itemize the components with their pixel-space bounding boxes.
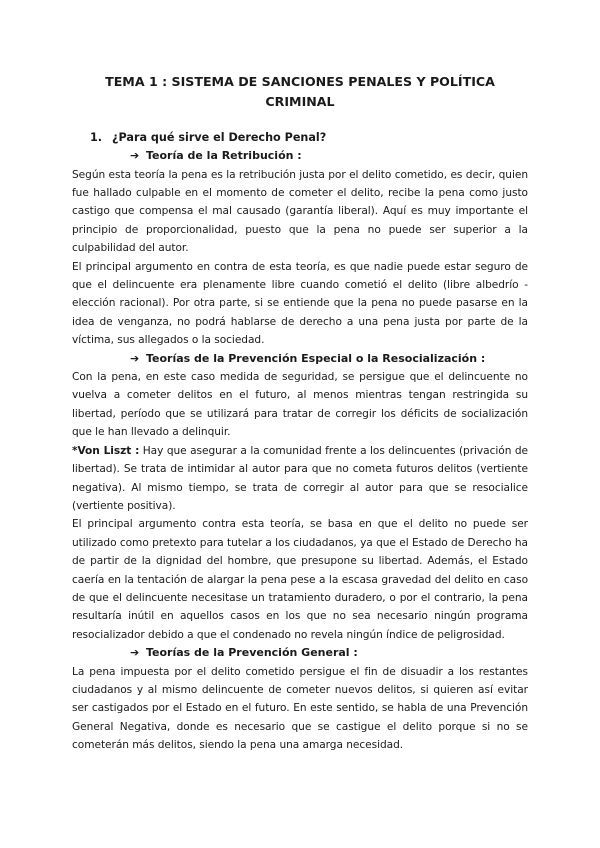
paragraph: Según esta teoría la pena es la retribución justa por el delito cometido, es decir, quien fue hallado culpable en el momento de cometer el delito, recibe la pena como justo castigo que compensa el mal causado (garantía liberal). Aquí es muy importante el principio de proporcionalidad, puesto que la pena no puede ser superior a la culpabilidad del autor. [72, 168, 528, 255]
author-label: *Von Liszt : [72, 444, 140, 457]
section-heading-text: Teorías de la Prevención Especial o la Resocialización : [146, 351, 486, 365]
section-heading-retribucion [72, 147, 528, 166]
arrow-right-icon: ➔ [130, 646, 140, 660]
page-title [72, 72, 528, 112]
section-heading-prevencion-especial [72, 350, 528, 369]
question-text: ¿Para qué sirve el Derecho Penal? [112, 131, 327, 144]
paragraph: El principal argumento contra esta teoría, se basa en que el delito no puede ser utilizado como pretexto para tutelar a los ciudadanos, ya que el Estado de Derecho ha de partir de la dignidad del hombre, que presupone su libertad. Además, el Estado caería en la tentación de alargar la pena pese a la escasa gravedad del delito en caso de que el delincuente necesitase un tratamiento duradero, o por el contrario, la pena resultaría inútil en aquellos casos en los que no sea necesario ningún programa resocializador debido a que el condenado no revela ningún índice de peligrosidad. [72, 518, 528, 641]
section-heading-prevencion-general [72, 644, 528, 663]
paragraph-text: Hay que asegurar a la comunidad frente a los delincuentes (privación de libertad). Se trata de intimidar al autor para que no cometa futuros delitos (vertiente negativa). Al mismo tiempo, se trata de corregir al autor para que se resocialice (vertiente positiva). [72, 444, 528, 512]
paragraph-von-liszt [72, 442, 528, 516]
question-number: 1. [90, 131, 103, 144]
section-heading-text: Teorías de la Prevención General : [146, 646, 358, 660]
arrow-right-icon: ➔ [130, 149, 140, 162]
section-heading-text: Teoría de la Retribución : [146, 149, 302, 162]
arrow-right-icon: ➔ [130, 351, 140, 365]
paragraph: Con la pena, en este caso medida de seguridad, se persigue que el delincuente no vuelva a cometer delitos en el futuro, al menos mientras tengan restringida su libertad, período que se utilizará para tratar de corregir los déficits de socialización que le han llevado a delinquir. [72, 371, 528, 439]
paragraph: La pena impuesta por el delito cometido persigue el fin de disuadir a los restantes ciudadanos y al mismo delincuente de cometer nuevos delitos, si quieren así evitar ser castigados por el Estado en el futuro. En este sentido, se habla de una Prevención General Negativa, donde es necesario que se castigue el delito porque si no se cometerán más delitos, siendo la pena una amarga necesidad. [72, 665, 528, 752]
document-page [72, 72, 528, 755]
paragraph: El principal argumento en contra de esta teoría, es que nadie puede estar seguro de que el delincuente era plenamente libre cuando cometió el delito (libre albedrío - elección racional). Por otra parte, si se entiende que la pena no puede pasarse en la idea de venganza, no podrá hablarse de derecho a una pena justa por parte de la víctima, sus allegados o la sociedad. [72, 260, 528, 347]
title-line-1: TEMA 1 : SISTEMA DE SANCIONES PENALES Y POLÍTICA [105, 74, 495, 89]
title-line-2: CRIMINAL [265, 94, 335, 109]
question-heading [72, 128, 528, 147]
